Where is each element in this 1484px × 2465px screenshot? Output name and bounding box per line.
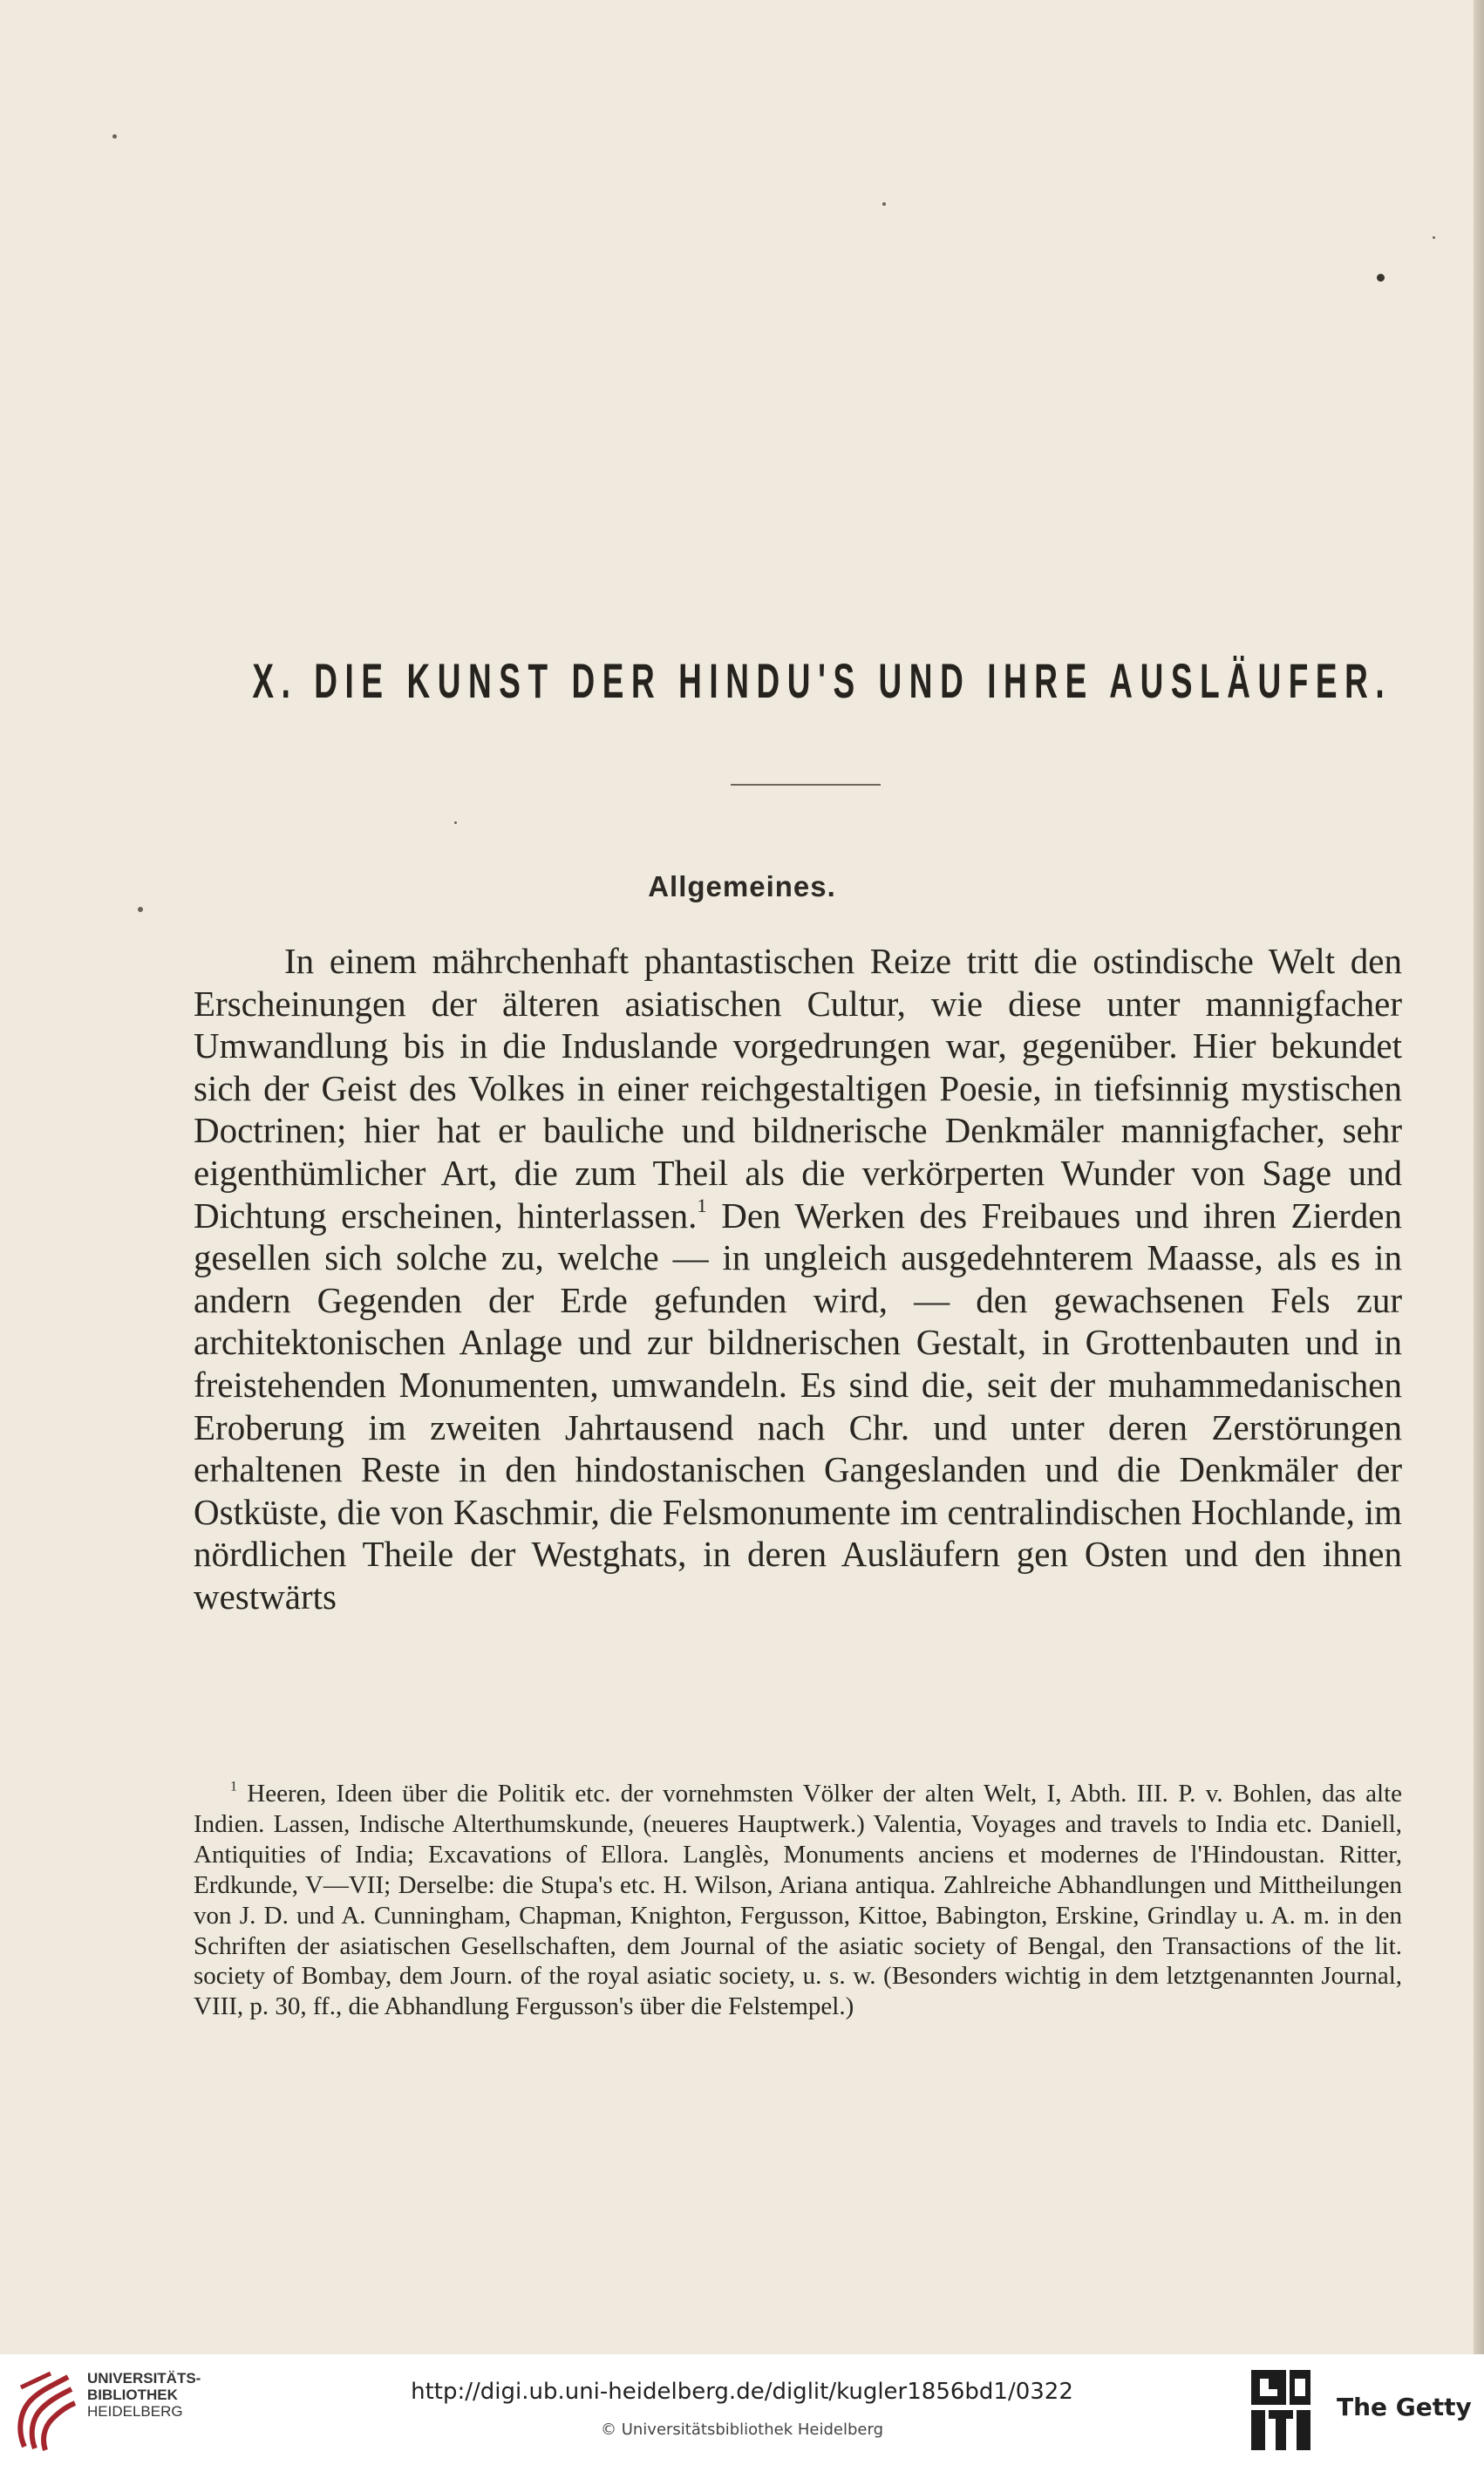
paper-speck [454, 821, 457, 824]
book-edge [1474, 0, 1484, 2354]
body-text-part-1: In einem mährchenhaft phantastischen Reize tritt die ostindische Welt den Erscheinungen der älteren asiatischen Cultur, wie diese unter mannigfacher Umwandlung bis in die Induslande vorgedrungen war, gegenüber. Hier bekundet sich der Geist des Volkes in einer reichgestaltigen Poesie, in tiefsinnig mystischen Doctrinen; hier hat er bauliche und bildnerische Denkmäler mannigfacher, sehr eigenthümlicher Art, die zum Theil als die verkörperten Wunder von Sage und Dichtung erscheinen, hinterlassen. [194, 941, 1402, 1236]
footnote-text: Heeren, Ideen über die Politik etc. der vornehmsten Völker der alten Welt, I, Abth. III. P. v. Bohlen, das alte Indien. Lassen, Indische Alterthumskunde, (neueres Hauptwerk.) Valentia, Voyages and travels to India etc. Daniell, Antiquities of India; Excavations of Ellora. Langlès, Monuments anciens et modernes de l'Hindoustan. Ritter, Erdkunde, V—VII; Derselbe: die Stupa's etc. H. Wilson, Ariana antiqua. Zahlreiche Abhandlungen und Mittheilungen von J. D. und A. Cunningham, Chapman, Knighton, Fergusson, Kittoe, Babington, Erskine, Grindlay u. A. m. in den Schriften der asiatischen Gesellschaften, dem Journal of the asiatic society of Bengal, den Transactions of the lit. society of Bombay, dem Journ. of the royal asiatic society, u. s. w. (Besonders wichtig in dem letztgenannten Journal, VIII, p. 30, ff., die Abhandlung Fergusson's über die Felstempel.) [194, 1780, 1402, 2021]
footnote-mark: 1 [230, 1779, 237, 1794]
library-name-line-2: BIBLIOTHEK [87, 2387, 178, 2403]
footnote-reference: 1 [697, 1194, 707, 1216]
permalink-url[interactable]: http://digi.ub.uni-heidelberg.de/diglit/kugler1856bd1/0322 [411, 2379, 1073, 2405]
paper-speck [1377, 274, 1385, 282]
paper-speck [882, 202, 886, 206]
title-divider [731, 784, 881, 786]
copyright-notice: © Universitätsbibliothek Heidelberg [600, 2421, 883, 2439]
paper-speck [1433, 236, 1435, 239]
footnote [194, 1779, 1402, 2022]
paper-speck [138, 907, 143, 912]
paper-speck [112, 134, 117, 139]
getty-logo-icon[interactable] [1248, 2366, 1314, 2454]
body-text-part-2: Den Werken des Freibaues und ihren Zierden gesellen sich solche zu, welche — in ungleich ausgedehnterem Maasse, als es in andern Gegenden der Erde gefunden wird, — den gewachsenen Fels zur architektonischen Anlage und zur bildnerischen Gestalt, in Grottenbauten und in freistehenden Monumenten, umwandeln. Es sind die, seit der muhammedanischen Eroberung im zweiten Jahrtausend nach Chr. und unter deren Zerstörungen erhaltenen Reste in den hindostanischen Gangeslanden und die Denkmäler der Ostküste, die von Kaschmir, die Felsmonumente im centralindischen Hochlande, im nördlichen Theile der Westghats, in deren Ausläufern gen Osten und den ihnen westwärts [194, 1195, 1402, 1617]
library-name-line-3: HEIDELBERG [87, 2403, 183, 2420]
section-heading: Allgemeines. [648, 870, 836, 902]
library-name-line-1: UNIVERSITÄTS- [87, 2370, 201, 2387]
partner-name: The Getty [1337, 2393, 1472, 2421]
chapter-title: X. DIE KUNST DER HINDU'S UND IHRE AUSLÄUFER. [252, 653, 1392, 708]
body-paragraph [194, 940, 1402, 1618]
viewer-footer [0, 2354, 1484, 2465]
